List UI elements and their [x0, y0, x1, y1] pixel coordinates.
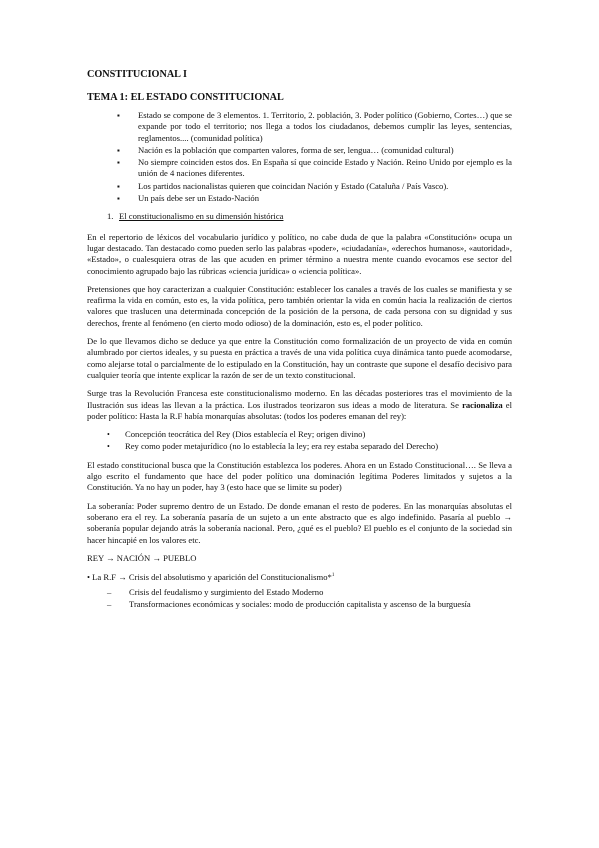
list-item: • Concepción teocrática del Rey (Dios establecía el Rey; origen divino) [107, 429, 366, 440]
intro-bullet-list [117, 110, 512, 204]
paragraph: El estado constitucional busca que la Constitución establezca los poderes. Ahora en un Estado Constitucional…. Se lleva a algo escrito el fundamento que hace del poder político una dominación legítima Poderes limitados y sujetos a la Constitución. Ya no hay un poder, hay 3 (esto hace que se limite su poder) [87, 459, 512, 493]
topic-heading: TEMA 1: EL ESTADO CONSTITUCIONAL [87, 92, 284, 103]
list-item: ▪ Un país debe ser un Estado-Nación [117, 193, 259, 204]
section-title: El constitucionalismo en su dimensión histórica [119, 211, 284, 222]
section-heading [107, 211, 512, 222]
list-item: ▪ Los partidos nacionalistas quieren que coincidan Nación y Estado (Cataluña / País Vasco). [117, 180, 449, 191]
section-number: 1. [107, 211, 114, 222]
bold-term: racionaliza [462, 399, 503, 410]
dash-bullet-icon: – [107, 599, 112, 610]
square-bullet-icon: ▪ [117, 145, 120, 155]
list-item: ▪ Nación es la población que comparten valores, forma de ser, lengua… (comunidad cultural) [117, 144, 454, 155]
paragraph: En el repertorio de léxicos del vocabulario jurídico y político, no cabe duda de que la palabra «Constitución» ocupa un lugar destacado. Tan destacado como pueden serlo las palabras «poder», «ciudadanía», «derechos humanos», «autoridad», «Estado», o cualesquiera otras de las que acuden en primer término a nuestra mente cuando evocamos ese sector del conocimiento agrupado bajo las rúbricas «ciencia jurídica» o «ciencia política». [87, 231, 512, 276]
sovereignty-sequence: REY → NACIÓN → PUEBLO [87, 552, 197, 563]
document-title: CONSTITUCIONAL I [87, 69, 187, 80]
bullet-icon: • [107, 430, 110, 440]
square-bullet-icon: ▪ [117, 111, 120, 120]
paragraph: Surge tras la Revolución Francesa este constitucionalismo moderno. En las décadas posteriores tras el movimiento de la Ilustración sus ideas las llevan a la práctica. Los ilustrados teorizaron sus ideas a modo de literatura. Se racionaliza el poder político: Hasta la R.F había monarquías absolutas: (todos los poderes emanan del rey): [87, 388, 512, 421]
rf-line: • La R.F → Crisis del absolutismo y aparición del Constitucionalismo*$^1$ [87, 571, 335, 582]
footnote-marker: 1 [331, 572, 335, 578]
paragraph: Pretensiones que hoy caracterizan a cualquier Constitución: establecer los canales a través de los cuales se manifiesta y se reafirma la vida en común, esto es, la vida política, pero también orientar la vida en común hacia la realización de ciertos valores que traslucen una determinada concepción de la posición de la persona, de cada persona con su dignidad y sus derechos, frente al fenómeno (en cierto modo odioso) de la dominación, esto es, el poder político. [87, 283, 512, 328]
dash-list [107, 587, 512, 611]
paragraph: La soberanía: Poder supremo dentro de un Estado. De donde emanan el resto de poderes. En las monarquías absolutas el soberano era el rey. La soberanía pasaría de un sujeto a un ente abstracto que es algo indefinido. Pasaría al pueblo → soberanía popular dejando atrás la soberanía nacional. Pero, ¿qué es el pueblo? El pueblo es el conjunto de la sociedad sin hacer hincapié en los valores etc. [87, 500, 512, 545]
dash-bullet-icon: – [107, 586, 112, 597]
list-item: • Rey como poder metajurídico (no lo establecía la ley; era rey estaba separado del Derecho) [107, 441, 439, 452]
paragraph: De lo que llevamos dicho se deduce ya que entre la Constitución como formalización de un proyecto de vida en común alumbrado por ciertos ideales, y su puesta en práctica a través de una vida política cuya dinámica tanto puede acomodarse, como alejarse total o parcialmente de lo estipulado en la Constitución, hay un contraste que supone el desafío decisivo para cualquier teoría que intente explicar la razón de ser de un texto constitucional. [87, 336, 512, 380]
square-bullet-icon: ▪ [117, 158, 120, 168]
list-item: – Crisis del feudalismo y surgimiento del Estado Moderno [107, 586, 324, 597]
square-bullet-icon: ▪ [117, 181, 120, 191]
list-item: ▪ Estado se compone de 3 elementos. 1. Territorio, 2. población, 3. Poder político (Gobierno, Cortes…) que se expande por todo el territorio; nos llega a todos los ciudadanos, debemos cumplir las leyes, sentencias, reglamentos.... (comunidad política) [117, 110, 512, 143]
bullet-icon: • [107, 442, 110, 452]
list-item: – Transformaciones económicas y sociales: modo de producción capitalista y ascenso de la burguesía [107, 599, 471, 610]
list-item: ▪ No siempre coinciden estos dos. En España sí que coincide Estado y Nación. Reino Unido por ejemplo es la unión de 4 naciones diferentes. [117, 157, 512, 179]
absolutism-bullet-list [107, 429, 512, 453]
square-bullet-icon: ▪ [117, 194, 120, 204]
